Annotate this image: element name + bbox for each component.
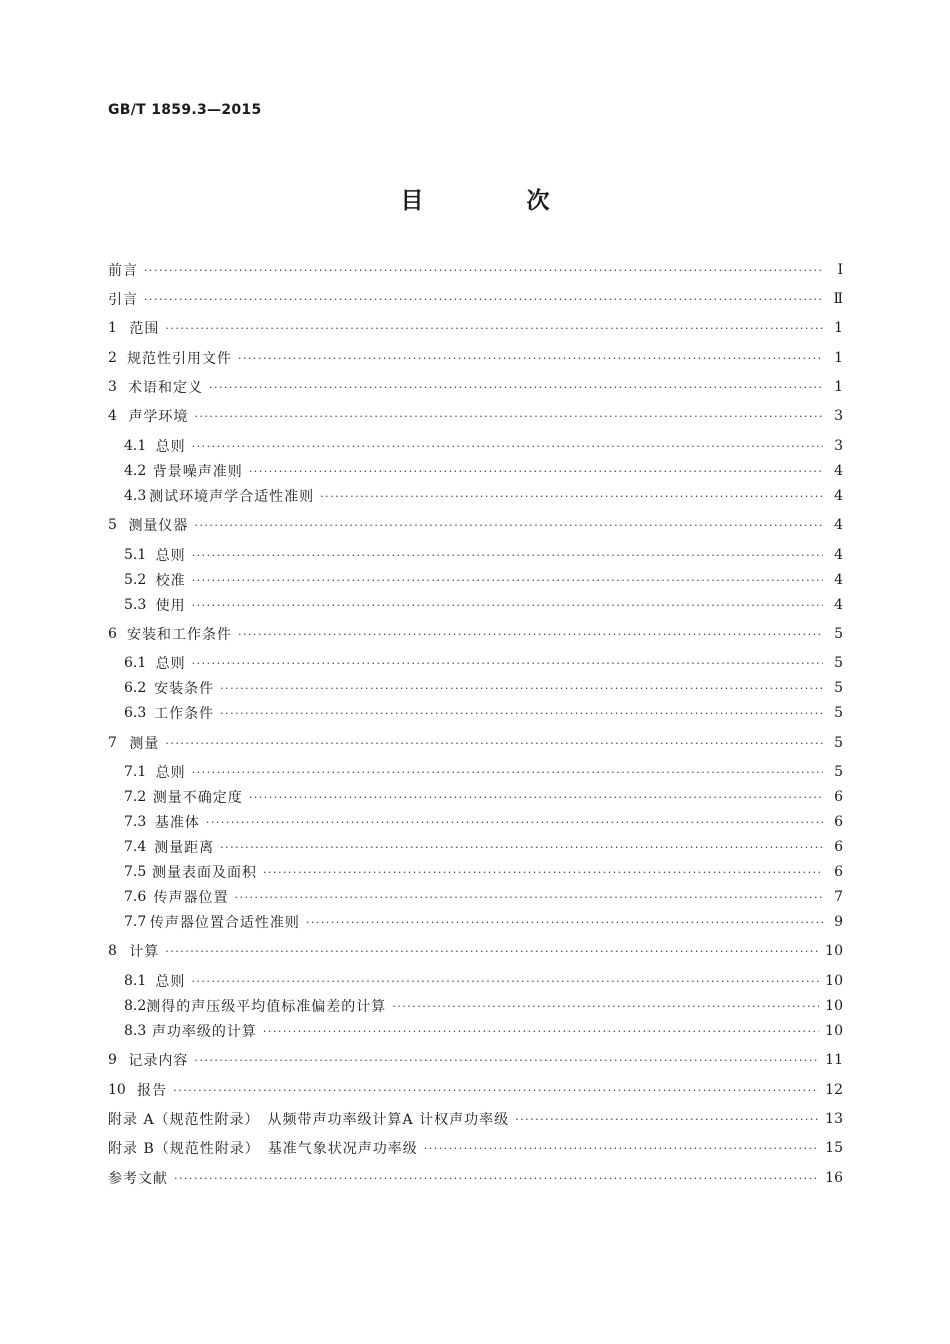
toc-entry[interactable] xyxy=(108,404,843,428)
toc-entry-page: 13 xyxy=(825,1111,843,1127)
toc-entry-number: 2 xyxy=(108,350,117,366)
toc-entry-page: 4 xyxy=(834,547,843,563)
toc-dot-leader xyxy=(174,1172,819,1185)
toc-dot-leader xyxy=(249,465,823,478)
toc-dot-leader xyxy=(192,766,823,779)
toc-entry-number: 8 xyxy=(108,943,117,959)
toc-entry-page: 9 xyxy=(834,914,843,930)
toc-entry[interactable] xyxy=(108,513,843,537)
toc-entry[interactable] xyxy=(108,258,843,282)
toc-entry-page: 10 xyxy=(825,943,843,959)
toc-entry-page: 3 xyxy=(834,408,843,424)
toc-entry-title: 测量距离 xyxy=(154,840,215,856)
toc-entry-title: 测得的声压级平均值标准偏差的计算 xyxy=(146,999,387,1015)
toc-dot-leader xyxy=(392,1000,819,1013)
toc-dot-leader xyxy=(191,975,819,988)
toc-entry-title: 基准体 xyxy=(154,815,200,831)
toc-entry-page: 5 xyxy=(834,626,843,642)
toc-entry-page: 1 xyxy=(834,379,843,395)
toc-dot-leader xyxy=(192,574,823,587)
toc-entry-number: 4.1 xyxy=(124,438,147,454)
toc-dot-leader xyxy=(144,293,823,306)
toc-entry[interactable] xyxy=(108,287,843,311)
toc-entry-title: 记录内容 xyxy=(128,1053,189,1069)
toc-dot-leader xyxy=(220,682,823,695)
toc-entry-number: 8.1 xyxy=(124,973,147,989)
toc-entry[interactable] xyxy=(108,731,843,755)
toc-entry-number: 8.2 xyxy=(124,998,147,1014)
toc-entry-page: 4 xyxy=(834,488,843,504)
toc-dot-leader xyxy=(238,628,823,641)
toc-entry-page: 4 xyxy=(834,597,843,613)
toc-entry-title: 测量 xyxy=(129,736,160,752)
toc-entry-number: 3 xyxy=(108,379,117,395)
toc-entry-number: 8.3 xyxy=(124,1023,147,1039)
toc-entry-title: 附录 B（规范性附录） 基准气象状况声功率级 xyxy=(108,1141,418,1157)
toc-dot-leader xyxy=(165,737,823,750)
toc-entry[interactable] xyxy=(124,701,843,725)
toc-entry[interactable] xyxy=(124,651,843,675)
toc-dot-leader xyxy=(194,410,823,423)
toc-entry[interactable] xyxy=(124,484,843,508)
toc-entry-title: 背景噪声准则 xyxy=(152,464,243,480)
toc-entry-title: 工作条件 xyxy=(154,706,215,722)
toc-entry-page: Ⅰ xyxy=(837,262,843,278)
toc-dot-leader xyxy=(192,549,823,562)
toc-entry[interactable] xyxy=(124,434,843,458)
toc-entry[interactable] xyxy=(124,1019,843,1043)
toc-entry-title: 前言 xyxy=(108,263,138,279)
toc-dot-leader xyxy=(249,791,823,804)
toc-entry-number: 7 xyxy=(108,735,117,751)
toc-entry-title: 使用 xyxy=(155,598,186,614)
toc-dot-leader xyxy=(238,352,823,365)
standard-code: GB/T 1859.3—2015 xyxy=(108,102,262,118)
toc-entry-number: 7.5 xyxy=(124,864,147,880)
toc-entry[interactable] xyxy=(108,1048,843,1072)
toc-entry[interactable] xyxy=(124,760,843,784)
toc-entry-page: 4 xyxy=(834,463,843,479)
toc-entry[interactable] xyxy=(124,860,843,884)
toc-entry-number: 7.2 xyxy=(124,789,147,805)
toc-entry-number: 6.1 xyxy=(124,655,147,671)
toc-entry-number: 7.7 xyxy=(124,914,147,930)
toc-dot-leader xyxy=(515,1113,819,1126)
toc-entry-title: 测量不确定度 xyxy=(152,790,243,806)
toc-entry-title: 安装条件 xyxy=(154,681,215,697)
toc-entry-page: Ⅱ xyxy=(833,291,843,307)
toc-entry-number: 6.3 xyxy=(124,705,147,721)
toc-entry-page: 12 xyxy=(825,1082,843,1098)
toc-entry-page: 15 xyxy=(825,1140,843,1156)
toc-entry-number: 10 xyxy=(108,1082,126,1098)
toc-entry[interactable] xyxy=(108,622,843,646)
toc-entry-title: 附录 A（规范性附录） 从频带声功率级计算A 计权声功率级 xyxy=(108,1112,510,1128)
toc-entry-number: 6.2 xyxy=(124,680,147,696)
toc-entry-title: 计算 xyxy=(129,944,160,960)
toc-entry-title: 参考文献 xyxy=(108,1171,168,1187)
toc-entry-number: 5.3 xyxy=(124,597,147,613)
toc-entry-page: 5 xyxy=(834,705,843,721)
toc-entry-title: 总则 xyxy=(155,439,186,455)
toc-entry-page: 10 xyxy=(825,1023,843,1039)
toc-dot-leader xyxy=(424,1142,819,1155)
toc-entry[interactable] xyxy=(124,910,843,934)
toc-entry-page: 11 xyxy=(825,1052,843,1068)
toc-entry-number: 6 xyxy=(108,626,117,642)
toc-entry[interactable] xyxy=(124,969,843,993)
toc-entry-title: 术语和定义 xyxy=(127,380,203,396)
toc-entry-page: 7 xyxy=(834,889,843,905)
toc-entry-page: 10 xyxy=(825,973,843,989)
toc-entry-page: 6 xyxy=(834,814,843,830)
toc-dot-leader xyxy=(144,264,823,277)
toc-entry-number: 7.4 xyxy=(124,839,147,855)
toc-entry-number: 4 xyxy=(108,408,117,424)
toc-entry[interactable] xyxy=(124,810,843,834)
toc-entry-title: 报告 xyxy=(137,1083,168,1099)
toc-entry-title: 测量表面及面积 xyxy=(152,865,258,881)
toc-entry-number: 4.3 xyxy=(124,488,147,504)
toc-entry-page: 5 xyxy=(834,735,843,751)
toc-dot-leader xyxy=(194,1054,819,1067)
toc-dot-leader xyxy=(192,657,823,670)
toc-entry-page: 6 xyxy=(834,864,843,880)
toc-dot-leader xyxy=(165,945,819,958)
toc-entry-number: 7.1 xyxy=(124,764,147,780)
toc-dot-leader xyxy=(165,322,823,335)
toc-entry-number: 9 xyxy=(108,1052,117,1068)
toc-entry-number: 7.3 xyxy=(124,814,147,830)
toc-entry[interactable] xyxy=(124,994,843,1018)
toc-dot-leader xyxy=(263,1025,819,1038)
toc-entry[interactable] xyxy=(124,885,843,909)
toc-dot-leader xyxy=(320,490,823,503)
toc-entry-page: 5 xyxy=(834,680,843,696)
toc-entry[interactable] xyxy=(108,1107,843,1131)
toc-entry-title: 总则 xyxy=(155,656,186,672)
toc-dot-leader xyxy=(209,381,823,394)
toc-entry[interactable] xyxy=(108,1078,843,1102)
toc-entry[interactable] xyxy=(108,316,843,340)
toc-entry-title: 测量仪器 xyxy=(128,518,189,534)
toc-dot-leader xyxy=(192,599,823,612)
toc-entry-page: 5 xyxy=(834,655,843,671)
toc-entry-page: 6 xyxy=(834,789,843,805)
toc-entry-title: 总则 xyxy=(155,765,186,781)
toc-dot-leader xyxy=(220,707,823,720)
toc-dot-leader xyxy=(234,891,823,904)
toc-dot-leader xyxy=(192,440,823,453)
toc-entry-number: 5 xyxy=(108,517,117,533)
toc-entry-page: 6 xyxy=(834,839,843,855)
toc-dot-leader xyxy=(194,519,823,532)
toc-entry[interactable] xyxy=(124,568,843,592)
toc-entry-title: 规范性引用文件 xyxy=(127,351,233,367)
toc-entry-page: 4 xyxy=(834,517,843,533)
toc-dot-leader xyxy=(206,816,823,829)
toc-entry-title: 总则 xyxy=(155,548,186,564)
page-title: 目 次 xyxy=(400,188,590,214)
toc-entry-title: 传声器位置合适性准则 xyxy=(149,915,300,931)
toc-entry-page: 5 xyxy=(834,764,843,780)
toc-dot-leader xyxy=(220,841,823,854)
toc-entry-page: 4 xyxy=(834,572,843,588)
toc-entry-title: 声学环境 xyxy=(128,409,189,425)
toc-entry-number: 4.2 xyxy=(124,463,147,479)
toc-entry[interactable] xyxy=(108,1166,843,1190)
toc-entry-page: 10 xyxy=(825,998,843,1014)
toc-entry-title: 声功率级的计算 xyxy=(151,1024,257,1040)
toc-entry[interactable] xyxy=(108,1136,843,1160)
toc-dot-leader xyxy=(173,1084,819,1097)
toc-entry-title: 安装和工作条件 xyxy=(127,627,233,643)
toc-entry-title: 范围 xyxy=(129,321,160,337)
toc-entry-title: 校准 xyxy=(155,573,186,589)
toc-entry-page: 16 xyxy=(825,1170,843,1186)
toc-entry[interactable] xyxy=(108,375,843,399)
toc-entry[interactable] xyxy=(124,543,843,567)
toc-entry-number: 5.2 xyxy=(124,572,147,588)
toc-entry-title: 总则 xyxy=(155,974,186,990)
toc-entry-number: 5.1 xyxy=(124,547,147,563)
toc-entry-page: 3 xyxy=(834,438,843,454)
toc-entry-page: 1 xyxy=(834,320,843,336)
toc-entry-title: 传声器位置 xyxy=(153,890,229,906)
toc-entry[interactable] xyxy=(124,593,843,617)
toc-entry[interactable] xyxy=(124,459,843,483)
toc-entry-page: 1 xyxy=(834,350,843,366)
toc-entry[interactable] xyxy=(124,835,843,859)
toc-dot-leader xyxy=(263,866,823,879)
toc-entry-title: 引言 xyxy=(108,292,138,308)
toc-entry[interactable] xyxy=(124,676,843,700)
toc-entry[interactable] xyxy=(108,939,843,963)
toc-entry-number: 7.6 xyxy=(124,889,147,905)
toc-dot-leader xyxy=(306,916,823,929)
toc-entry-title: 测试环境声学合适性准则 xyxy=(149,489,315,505)
toc-entry[interactable] xyxy=(108,346,843,370)
toc-entry-number: 1 xyxy=(108,320,117,336)
toc-entry[interactable] xyxy=(124,785,843,809)
